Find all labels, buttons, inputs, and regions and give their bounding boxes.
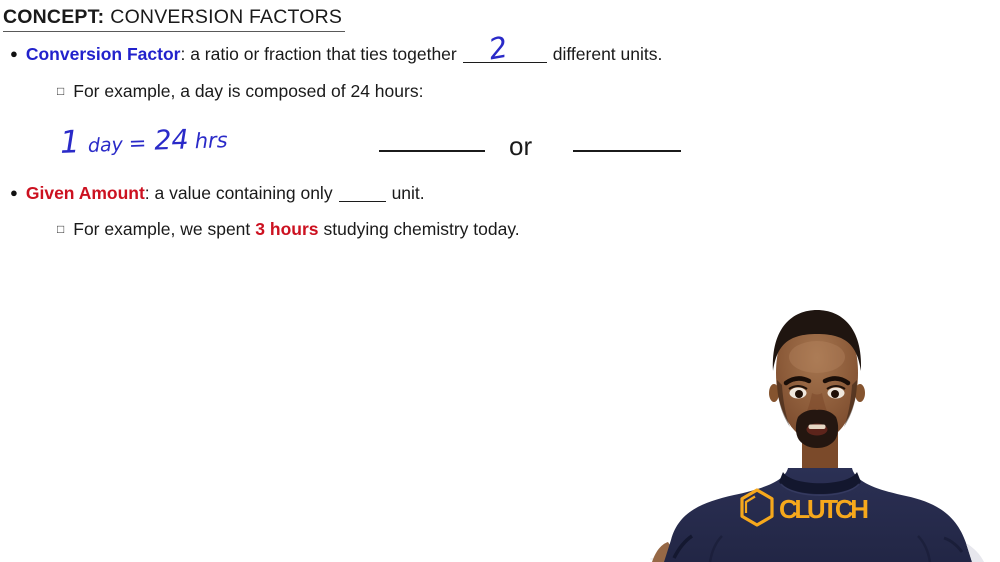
example-day-text: For example, a day is composed of 24 hours: <box>73 81 424 101</box>
definition-text-after: unit. <box>391 183 425 203</box>
page-title <box>3 6 345 32</box>
term-given-amount: Given Amount <box>25 183 145 203</box>
example-day-line <box>57 81 423 102</box>
clutch-logo-text: CLUTCH <box>779 494 871 524</box>
concept-title: CONVERSION FACTORS <box>110 6 343 28</box>
right-iris <box>831 390 839 398</box>
hw-day: day <box>87 133 124 157</box>
fraction-blank-right <box>573 137 681 152</box>
definition-text-before: : a ratio or fraction that ties together <box>180 44 457 64</box>
fill-in-blank-unit <box>339 186 386 202</box>
hw-1: 1 <box>59 124 81 161</box>
hw-24: 24 <box>153 124 190 157</box>
example-hours-before: For example, we spent <box>73 219 251 239</box>
fill-in-blank-units-count <box>463 29 547 67</box>
definition-given-amount <box>10 183 425 204</box>
handwritten-equation <box>59 119 228 161</box>
example-hours-line <box>57 219 520 240</box>
square-bullet-icon: □ <box>57 222 65 236</box>
square-bullet-icon: □ <box>57 84 65 98</box>
left-iris <box>795 390 803 398</box>
forehead-highlight <box>789 341 845 373</box>
bullet-icon: ● <box>10 46 18 61</box>
example-hours-after: studying chemistry today. <box>323 219 520 239</box>
handwritten-answer-2: 2 <box>485 29 510 67</box>
instructor-photo <box>640 300 1000 562</box>
teeth <box>809 425 826 430</box>
term-conversion-factor: Conversion Factor <box>25 44 181 64</box>
hw-hrs: hrs <box>194 128 229 154</box>
definition-text-before: : a value containing only <box>144 183 333 203</box>
definition-text-after: different units. <box>552 44 663 64</box>
highlight-3-hours: 3 hours <box>255 219 319 239</box>
fraction-blank-left <box>379 137 485 152</box>
bullet-icon: ● <box>10 185 18 200</box>
concept-label: CONCEPT: <box>3 6 105 28</box>
or-label: or <box>509 131 533 161</box>
definition-conversion-factor <box>10 29 663 67</box>
instructor-head <box>769 310 865 483</box>
hw-equals: = <box>128 130 147 156</box>
